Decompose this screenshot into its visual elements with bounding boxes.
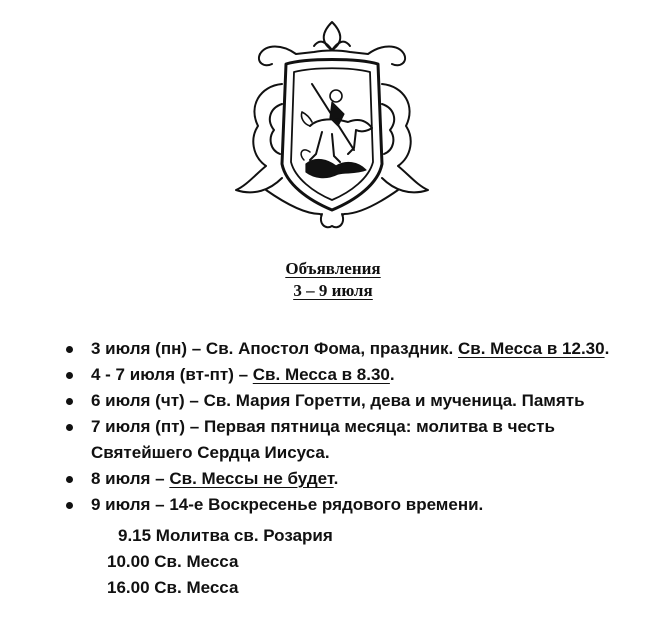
coat-of-arms-emblem [226, 14, 438, 236]
bullet-icon [66, 424, 73, 431]
list-item: 9 июля – 14-е Воскресенье рядового времени. [64, 492, 660, 518]
mass-time-link: Св. Месса в 12.30 [458, 339, 605, 358]
list-item: 6 июля (чт) – Св. Мария Горетти, дева и мученица. Память [64, 388, 660, 414]
no-mass-note: Св. Мессы не будет [169, 469, 334, 488]
list-item: 8 июля – Св. Мессы не будет. [64, 466, 660, 492]
schedule-line: 16.00 Св. Месса [107, 578, 239, 597]
bullet-icon [66, 346, 73, 353]
list-item: 4 - 7 июля (вт-пт) – Св. Месса в 8.30. [64, 362, 660, 388]
bullet-icon [66, 398, 73, 405]
page-title: Объявления [285, 259, 381, 278]
date-range: 3 – 9 июля [293, 281, 373, 300]
announcement-header [0, 258, 666, 302]
bullet-icon [66, 372, 73, 379]
schedule-line: 10.00 Св. Месса [107, 552, 239, 571]
schedule-line: 9.15 Молитва св. Розария [118, 526, 333, 545]
bullet-icon [66, 476, 73, 483]
bullet-icon [66, 502, 73, 509]
list-item: 7 июля (пт) – Первая пятница месяца: молитва в честь Святейшего Сердца Иисуса. [64, 414, 660, 466]
mass-time-link: Св. Месса в 8.30 [252, 365, 390, 384]
list-item: 3 июля (пн) – Св. Апостол Фома, праздник. Св. Месса в 12.30. [64, 336, 660, 362]
announcement-list [64, 336, 660, 518]
